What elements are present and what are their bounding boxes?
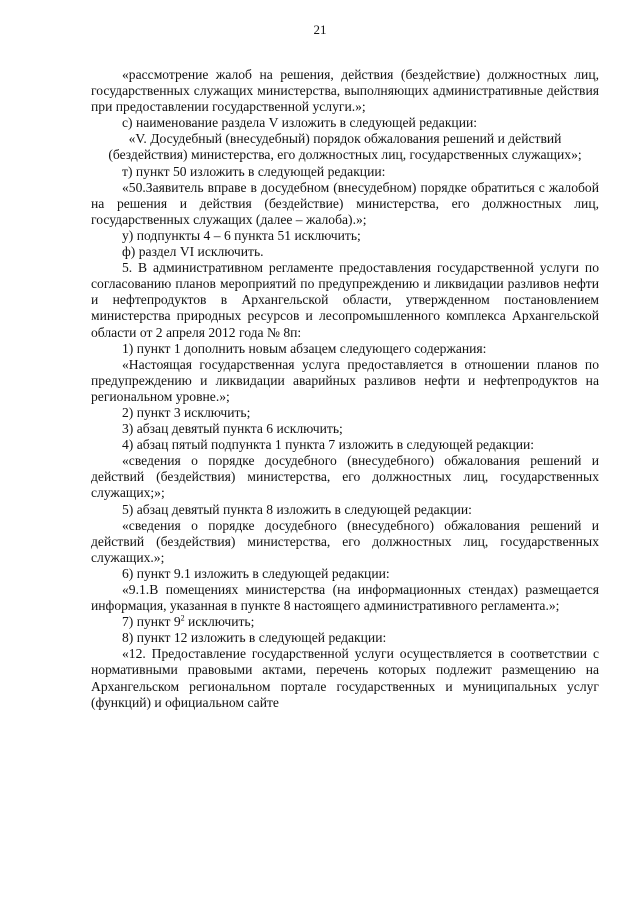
- paragraph: у) подпункты 4 – 6 пункта 51 исключить;: [122, 227, 361, 243]
- paragraph-text: 7) пункт 9: [122, 614, 181, 630]
- paragraph: 6) пункт 9.1 изложить в следующей редакции:: [122, 565, 390, 581]
- paragraph: 3) абзац девятый пункта 6 исключить;: [122, 421, 343, 437]
- document-body: [91, 67, 599, 711]
- paragraph: «сведения о порядке досудебного (внесудебного) обжалования решений и действий (бездействия) министерства, его должностных лиц, государственных служащих.»;: [91, 517, 599, 565]
- paragraph: «12. Предоставление государственной услуги осуществляется в соответствии с нормативными правовыми актами, перечень которых подлежит размещению на Архангельском региональном портале государственных и муниципальных услуг (функций) и официальном сайте: [91, 646, 599, 710]
- paragraph: «9.1.В помещениях министерства (на информационных стендах) размещается информация, указанная в пункте 8 настоящего административного регламента.»;: [91, 582, 599, 614]
- paragraph: «рассмотрение жалоб на решения, действия (бездействие) должностных лиц, государственных служащих министерства, выполняющих административные действия при предоставлении государственной услуги.»;: [91, 67, 599, 115]
- paragraph: 8) пункт 12 изложить в следующей редакции:: [122, 630, 387, 646]
- paragraph: [91, 614, 599, 630]
- paragraph: 4) абзац пятый подпункта 1 пункта 7 изложить в следующей редакции:: [122, 437, 535, 453]
- paragraph: «сведения о порядке досудебного (внесудебного) обжалования решений и действий (бездействия) министерства, его должностных лиц, государственных служащих;»;: [91, 453, 599, 501]
- paragraph: ф) раздел VI исключить.: [122, 244, 264, 260]
- page-number: 21: [313, 22, 327, 37]
- paragraph: «Настоящая государственная услуга предоставляется в отношении планов по предупреждению и ликвидации аварийных разливов нефти и нефтепродуктов на региональном уровне.»;: [91, 356, 599, 404]
- paragraph: т) пункт 50 изложить в следующей редакции:: [122, 163, 386, 179]
- paragraph: 5) абзац девятый пункта 8 изложить в следующей редакции:: [122, 501, 472, 517]
- paragraph: 2) пункт 3 исключить;: [122, 404, 251, 420]
- section-heading: «V. Досудебный (внесудебный) порядок обжалования решений и действий (бездействия) министерства, его должностных лиц, государственных служащих»;: [108, 131, 582, 163]
- paragraph: 1) пункт 1 дополнить новым абзацем следующего содержания:: [122, 340, 487, 356]
- paragraph: с) наименование раздела V изложить в следующей редакции:: [122, 115, 478, 131]
- paragraph-suffix: исключить;: [184, 614, 255, 630]
- paragraph: «50.Заявитель вправе в досудебном (внесудебном) порядке обратиться с жалобой на решения и действия (бездействие) министерства, его должностных лиц, государственных служащих (далее – жалоба).»;: [91, 179, 599, 227]
- paragraph: 5. В административном регламенте предоставления государственной услуги по согласованию планов мероприятий по предупреждению и ликвидации разливов нефти и нефтепродуктов в Архангельской области, утвержденном постановлением министерства природных ресурсов и лесопромышленного комплекса Архангельской области от 2 апреля 2012 года № 8п:: [91, 260, 599, 340]
- superscript: 2: [180, 613, 185, 623]
